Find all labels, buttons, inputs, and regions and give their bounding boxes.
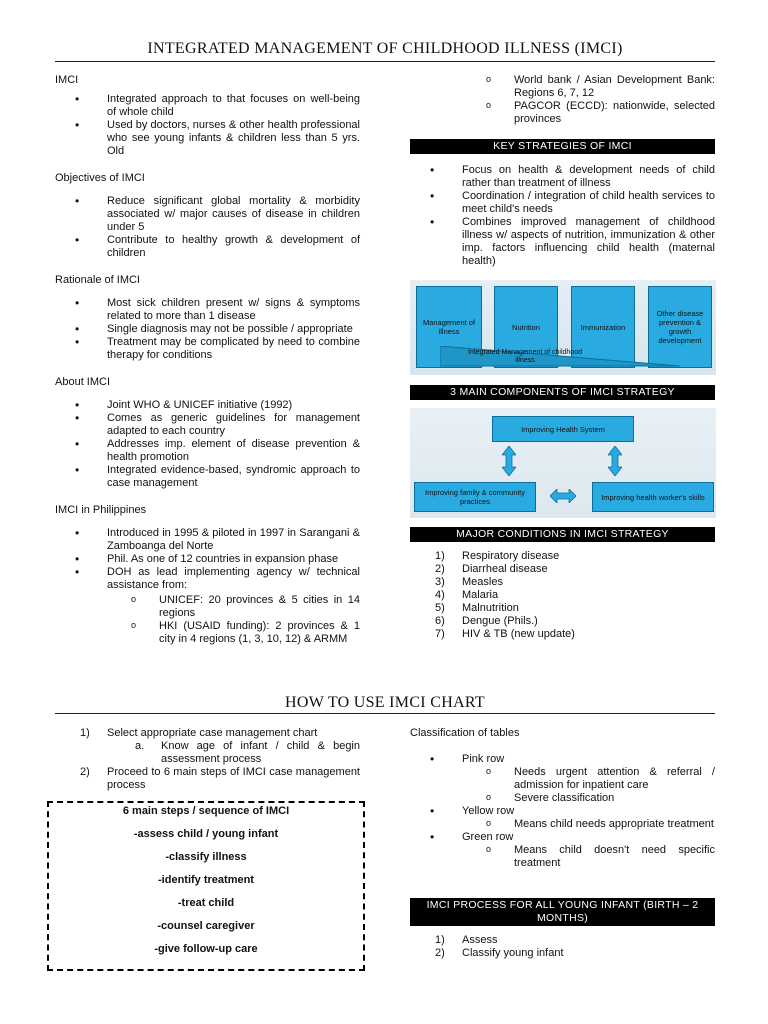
rationale-list	[55, 297, 360, 362]
list-item: • Most sick children present w/ signs & symptoms related to more than 1 disease	[55, 297, 360, 323]
yellow-sublist	[462, 818, 715, 831]
list-item: • Green row	[410, 831, 715, 844]
section2-title: HOW TO USE IMCI CHART	[284, 694, 486, 711]
objectives-list	[55, 195, 360, 260]
steps-box-title: 6 main steps / sequence of IMCI	[122, 805, 290, 817]
list-item: • Integrated approach to that focuses on well-being of whole child	[55, 93, 360, 119]
section2-rule	[55, 713, 715, 714]
philippines-heading: IMCI in Philippines	[55, 504, 147, 516]
double-arrow-vertical-icon	[502, 446, 516, 476]
list-item: • Focus on health & development needs of child rather than treatment of illness	[410, 164, 715, 190]
list-item: • Combines improved management of childhood illness w/ aspects of nutrition, immunization & other imp. factors influencing child health (maternal health)	[410, 216, 715, 268]
about-heading: About IMCI	[55, 376, 111, 388]
green-sublist	[462, 844, 715, 870]
pink-sublist	[462, 766, 715, 805]
conditions-list	[410, 550, 715, 641]
box-health-system: Improving Health System	[492, 416, 634, 442]
step-item: -assess child / young infant	[133, 828, 279, 840]
list-item: 6) Dengue (Phils.)	[435, 615, 538, 627]
double-arrow-vertical-icon	[608, 446, 622, 476]
box-other-prevention: Other disease prevention & growth development	[648, 286, 712, 368]
page-title: INTEGRATED MANAGEMENT OF CHILDHOOD ILLNESS (IMCI)	[147, 40, 623, 57]
process-bar: IMCI PROCESS FOR ALL YOUNG INFANT (BIRTH – 2 MONTHS)	[410, 898, 715, 926]
main-steps-box	[47, 801, 365, 971]
box-management-of-illness: Management of illness	[416, 286, 482, 368]
title-rule	[55, 61, 715, 62]
classification-section	[410, 727, 715, 870]
list-item: 7) HIV & TB (new update)	[435, 628, 575, 640]
list-item: o PAGCOR (ECCD): nationwide, selected provinces	[462, 100, 715, 126]
list-item: • Reduce significant global mortality & morbidity associated w/ major causes of disease in children under 5	[55, 195, 360, 234]
list-item: • Treatment may be complicated by need to combine therapy for conditions	[55, 336, 360, 362]
rationale-heading: Rationale of IMCI	[55, 274, 140, 286]
key-strategies-bar: KEY STRATEGIES OF IMCI	[410, 139, 715, 154]
step-item: -treat child	[177, 897, 235, 909]
process-list	[410, 934, 715, 960]
list-item: 1) Assess	[435, 934, 498, 946]
list-item: a. Know age of infant / child & begin assessment process	[135, 740, 360, 765]
process-section	[410, 930, 715, 960]
step-item: -counsel caregiver	[157, 920, 255, 932]
imci-heading: IMCI	[55, 74, 79, 86]
double-arrow-horizontal-icon	[550, 489, 576, 503]
list-item: o Means child needs appropriate treatment	[462, 818, 715, 831]
imci-list	[55, 93, 360, 158]
list-item: • Single diagnosis may not be possible / appropriate	[55, 323, 360, 336]
base-label: Integrated Management of childhood illness	[467, 349, 583, 364]
list-item: • Used by doctors, nurses & other health professional who see young infants & children less than 5 yrs. Old	[55, 119, 360, 158]
list-item: 2) Classify young infant	[435, 947, 564, 959]
color-rows-list	[410, 753, 715, 766]
key-strategies-section	[410, 158, 715, 278]
step-item: -identify treatment	[158, 874, 254, 886]
box-immunization: Immunization	[571, 286, 635, 368]
list-item: • Integrated evidence-based, syndromic approach to case management	[55, 464, 360, 490]
step-item: -classify illness	[165, 851, 247, 863]
philippines-sublist	[107, 594, 360, 646]
how-to-left	[55, 727, 360, 792]
list-item: • Joint WHO & UNICEF initiative (1992)	[55, 399, 360, 412]
list-item: o UNICEF: 20 provinces & 5 cities in 14 regions	[107, 594, 360, 620]
box-health-worker: Improving health worker's skills	[592, 482, 714, 512]
conditions-bar: MAJOR CONDITIONS IN IMCI STRATEGY	[410, 527, 715, 542]
list-item: 1) Select appropriate case management chart	[80, 727, 318, 739]
how-to-steps-2	[55, 766, 360, 792]
green-list	[410, 831, 715, 844]
right-column	[410, 74, 715, 126]
objectives-heading: Objectives of IMCI	[55, 172, 145, 184]
funding-sublist	[462, 74, 715, 126]
integrated-management-diagram	[410, 280, 716, 375]
philippines-list	[55, 527, 360, 592]
list-item: • Addresses imp. element of disease prevention & health promotion	[55, 438, 360, 464]
list-item: • Phil. As one of 12 countries in expansion phase	[55, 553, 360, 566]
key-strategies-list	[410, 164, 715, 268]
list-item: 1) Respiratory disease	[435, 550, 560, 562]
list-item: o Needs urgent attention & referral / admission for inpatient care	[462, 766, 715, 792]
step-item: -give follow-up care	[154, 943, 258, 955]
about-list	[55, 399, 360, 490]
list-item: • DOH as lead implementing agency w/ technical assistance from:	[55, 566, 360, 592]
list-item: 4) Malaria	[435, 589, 499, 601]
components-diagram	[410, 408, 716, 518]
list-item: • Introduced in 1995 & piloted in 1997 in Sarangani & Zamboanga del Norte	[55, 527, 360, 553]
box-family-community: Improving family & community practices	[414, 482, 536, 512]
list-item: • Coordination / integration of child health services to meet child's needs	[410, 190, 715, 216]
box-nutrition: Nutrition	[494, 286, 558, 368]
list-item: 2) Diarrheal disease	[435, 563, 548, 575]
classification-heading: Classification of tables	[410, 727, 520, 739]
yellow-list	[410, 805, 715, 818]
list-item: • Comes as generic guidelines for management adapted to each country	[55, 412, 360, 438]
components-bar: 3 MAIN COMPONENTS OF IMCI STRATEGY	[410, 385, 715, 400]
list-item: o World bank / Asian Development Bank: Regions 6, 7, 12	[462, 74, 715, 100]
list-item: 3) Measles	[435, 576, 503, 588]
left-column	[55, 74, 360, 646]
list-item: o HKI (USAID funding): 2 provinces & 1 city in 4 regions (1, 3, 10, 12) & ARMM	[107, 620, 360, 646]
list-item: • Yellow row	[410, 805, 715, 818]
how-to-steps	[55, 727, 360, 740]
list-item: • Contribute to healthy growth & development of children	[55, 234, 360, 260]
list-item: o Severe classification	[462, 792, 715, 805]
list-item: • Pink row	[410, 753, 715, 766]
list-item: o Means child doesn't need specific treatment	[462, 844, 715, 870]
list-item: 2) Proceed to 6 main steps of IMCI case management process	[80, 766, 360, 791]
conditions-section	[410, 545, 715, 651]
list-item: 5) Malnutrition	[435, 602, 519, 614]
